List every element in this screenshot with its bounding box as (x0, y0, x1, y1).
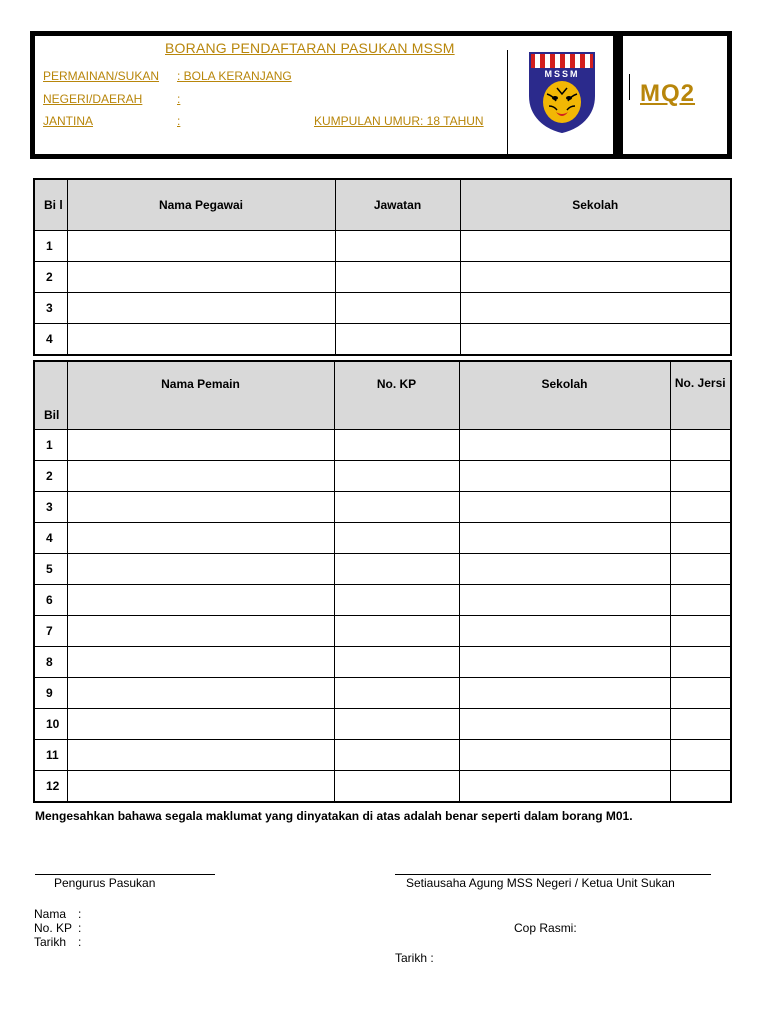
sekolah-cell[interactable] (459, 461, 670, 492)
col-bil: Bil (34, 361, 67, 430)
row-number: 2 (34, 461, 67, 492)
row-number: 7 (34, 616, 67, 647)
no-kp-cell[interactable] (334, 461, 459, 492)
sekolah-cell[interactable] (459, 740, 670, 771)
col-no-kp: No. KP (334, 361, 459, 430)
sekolah-cell[interactable] (460, 293, 731, 324)
table-row (34, 771, 731, 803)
table-row (34, 492, 731, 523)
kp-field[interactable] (34, 921, 81, 935)
table-row (34, 523, 731, 554)
row-number: 12 (34, 771, 67, 803)
no-kp-cell[interactable] (334, 616, 459, 647)
nama-pemain-cell[interactable] (67, 585, 334, 616)
kp-sep: : (78, 921, 82, 935)
table-row (34, 293, 731, 324)
no-jersi-cell[interactable] (670, 647, 731, 678)
table-row (34, 554, 731, 585)
sekolah-cell[interactable] (459, 771, 670, 803)
sekolah-cell[interactable] (460, 324, 731, 356)
state-label: NEGERI/DAERAH (43, 92, 143, 106)
row-number: 3 (34, 492, 67, 523)
no-jersi-cell[interactable] (670, 585, 731, 616)
no-kp-cell[interactable] (334, 585, 459, 616)
no-jersi-cell[interactable] (670, 461, 731, 492)
no-jersi-cell[interactable] (670, 771, 731, 803)
table-row (34, 231, 731, 262)
form-code: MQ2 (640, 80, 696, 107)
no-jersi-cell[interactable] (670, 492, 731, 523)
kp-label: No. KP (34, 921, 73, 935)
row-number: 4 (34, 523, 67, 554)
age-group: KUMPULAN UMUR: 18 TAHUN (314, 114, 484, 128)
row-number: 5 (34, 554, 67, 585)
nama-pegawai-cell[interactable] (67, 324, 335, 356)
officials-table (33, 178, 732, 356)
no-kp-cell[interactable] (334, 678, 459, 709)
form-title: BORANG PENDAFTARAN PASUKAN MSSM (165, 40, 455, 56)
no-kp-cell[interactable] (334, 771, 459, 803)
table-row (34, 324, 731, 356)
officials-header-row (34, 179, 731, 231)
manager-signature-line[interactable] (35, 874, 215, 875)
name-field[interactable] (34, 907, 81, 921)
nama-pemain-cell[interactable] (67, 554, 334, 585)
nama-pemain-cell[interactable] (67, 430, 334, 461)
date-sep: : (78, 935, 82, 949)
name-sep: : (78, 907, 82, 921)
no-kp-cell[interactable] (334, 647, 459, 678)
nama-pemain-cell[interactable] (67, 678, 334, 709)
secretary-signature-line[interactable] (395, 874, 711, 875)
col-sekolah: Sekolah (459, 361, 670, 430)
sekolah-cell[interactable] (459, 430, 670, 461)
no-jersi-cell[interactable] (670, 678, 731, 709)
table-row (34, 262, 731, 293)
sekolah-cell[interactable] (459, 492, 670, 523)
row-number: 2 (34, 262, 67, 293)
nama-pegawai-cell[interactable] (67, 293, 335, 324)
no-kp-cell[interactable] (334, 709, 459, 740)
row-number: 1 (34, 231, 67, 262)
no-kp-cell[interactable] (334, 430, 459, 461)
col-bil: Bi l (34, 179, 67, 231)
table-row (34, 616, 731, 647)
mssm-logo (527, 50, 597, 134)
nama-pegawai-cell[interactable] (67, 262, 335, 293)
no-jersi-cell[interactable] (670, 616, 731, 647)
no-jersi-cell[interactable] (670, 709, 731, 740)
col-jawatan: Jawatan (335, 179, 460, 231)
players-header-row (34, 361, 731, 430)
no-jersi-cell[interactable] (670, 740, 731, 771)
sekolah-cell[interactable] (460, 231, 731, 262)
nama-pemain-cell[interactable] (67, 461, 334, 492)
row-number: 4 (34, 324, 67, 356)
nama-pemain-cell[interactable] (67, 709, 334, 740)
name-label: Nama (34, 907, 67, 921)
no-kp-cell[interactable] (334, 740, 459, 771)
row-number: 11 (34, 740, 67, 771)
row-number: 3 (34, 293, 67, 324)
date-field[interactable] (34, 935, 81, 949)
col-nama-pegawai: Nama Pegawai (67, 179, 335, 231)
no-kp-cell[interactable] (334, 554, 459, 585)
gender-label: JANTINA (43, 114, 94, 128)
no-kp-cell[interactable] (334, 492, 459, 523)
table-row (34, 461, 731, 492)
logo-text: MSSM (544, 69, 580, 79)
confirmation-statement: Mengesahkan bahawa segala maklumat yang dinyatakan di atas adalah benar seperti dalam borang M01. (35, 809, 633, 823)
table-row (34, 430, 731, 461)
no-kp-cell[interactable] (334, 523, 459, 554)
sport-label: PERMAINAN/SUKAN (43, 69, 160, 83)
row-number: 6 (34, 585, 67, 616)
row-number: 10 (34, 709, 67, 740)
jawatan-cell[interactable] (335, 262, 460, 293)
sekolah-cell[interactable] (459, 709, 670, 740)
mssm-shield-icon (527, 50, 597, 134)
no-jersi-cell[interactable] (670, 554, 731, 585)
nama-pemain-cell[interactable] (67, 771, 334, 803)
nama-pemain-cell[interactable] (67, 647, 334, 678)
sport-line (43, 69, 292, 83)
sekolah-cell[interactable] (459, 647, 670, 678)
col-sekolah: Sekolah (460, 179, 731, 231)
row-number: 1 (34, 430, 67, 461)
row-number: 8 (34, 647, 67, 678)
state-line (43, 92, 180, 106)
secretary-title: Setiausaha Agung MSS Negeri / Ketua Unit Sukan (406, 876, 675, 890)
sport-value: : BOLA KERANJANG (177, 69, 292, 83)
table-row (34, 678, 731, 709)
players-table (33, 360, 732, 803)
sekolah-cell[interactable] (459, 585, 670, 616)
nama-pemain-cell[interactable] (67, 740, 334, 771)
table-row (34, 740, 731, 771)
header-divider (507, 50, 508, 156)
col-nama-pemain: Nama Pemain (67, 361, 334, 430)
nama-pegawai-cell[interactable] (67, 231, 335, 262)
table-row (34, 585, 731, 616)
manager-title: Pengurus Pasukan (54, 876, 156, 890)
table-row (34, 709, 731, 740)
code-divider (629, 74, 630, 100)
jawatan-cell[interactable] (335, 293, 460, 324)
state-value: : (177, 92, 181, 106)
jawatan-cell[interactable] (335, 324, 460, 356)
date-label: Tarikh (34, 935, 67, 949)
gender-value: : (177, 114, 181, 128)
official-stamp-label: Cop Rasmi: (514, 921, 577, 935)
sekolah-cell[interactable] (459, 616, 670, 647)
gender-line (43, 114, 484, 128)
sekolah-cell[interactable] (459, 523, 670, 554)
table-row (34, 647, 731, 678)
sekolah-cell[interactable] (460, 262, 731, 293)
no-jersi-cell[interactable] (670, 523, 731, 554)
nama-pemain-cell[interactable] (67, 523, 334, 554)
no-jersi-cell[interactable] (670, 430, 731, 461)
sekolah-cell[interactable] (459, 678, 670, 709)
nama-pemain-cell[interactable] (67, 616, 334, 647)
nama-pemain-cell[interactable] (67, 492, 334, 523)
col-no-jersi: No. Jersi (670, 361, 731, 430)
secretary-date-label: Tarikh : (395, 951, 434, 965)
jawatan-cell[interactable] (335, 231, 460, 262)
sekolah-cell[interactable] (459, 554, 670, 585)
row-number: 9 (34, 678, 67, 709)
